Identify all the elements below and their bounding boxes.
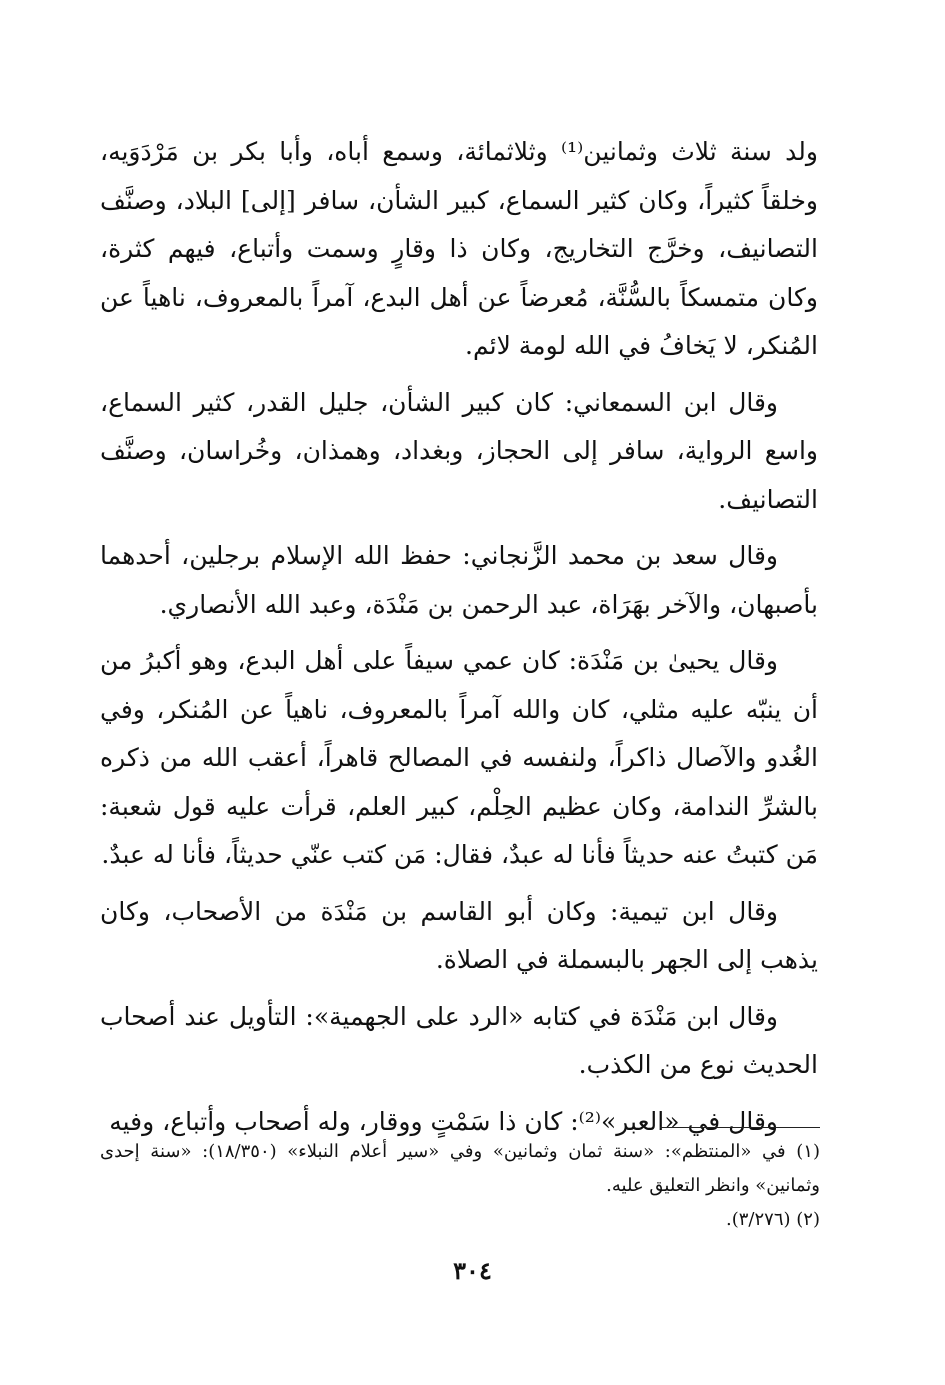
paragraph-6: وقال ابن مَنْدَة في كتابه «الرد على الجهمية»: التأويل عند أصحاب الحديث نوع من الكذب. — [100, 1001, 818, 1079]
footnote-2: (٢) (٣/٢٧٦). — [726, 1209, 820, 1230]
paragraph-3: وقال سعد بن محمد الزَّنجاني: حفظ الله الإسلام برجلين، أحدهما بأصبهان، والآخر بهَرَاة، عبد الرحمن بن مَنْدَة، وعبد الله الأنصاري. — [100, 541, 818, 619]
page-number: ٣٠٤ — [453, 1256, 492, 1285]
footnotes — [100, 1135, 820, 1237]
footnote-1: (١) في «المنتظم»: «سنة ثمان وثمانين» وفي «سير أعلام النبلاء» (١٨/٣٥٠): «سنة إحدى وثمانين» وانظر التعليق عليه. — [100, 1141, 820, 1196]
paragraph-5: وقال ابن تيمية: وكان أبو القاسم بن مَنْدَة من الأصحاب، وكان يذهب إلى الجهر بالبسملة في الصلاة. — [100, 896, 818, 974]
paragraph-4: وقال يحيىٰ بن مَنْدَة: كان عمي سيفاً على أهل البدع، وهو أكبرُ من أن ينبّه عليه مثلي، كان والله آمراً بالمعروف، ناهياً عن المُنكر، وفي الغُدو والآصال ذاكراً، ولنفسه في المصالح قاهراً، أعقب الله من ذكره بالشرِّ الندامة، وكان عظيم الحِلْم، كبير العلم، قرأت عليه قول شعبة: مَن كتبتُ عنه حديثاً فأنا له عبدٌ، فقال: مَن كتب عنّي حديثاً، فأنا له عبدٌ. — [100, 646, 818, 869]
main-text — [100, 128, 818, 1154]
paragraph-1: ولد سنة ثلاث وثمانين⁽¹⁾ وثلاثمائة، وسمع أباه، وأبا بكر بن مَرْدَوَيه، وخلقاً كثيراً، وكان كثير السماع، كبير الشأن، سافر [إلى] البلاد، وصنَّف التصانيف، وخرَّج التخاريج، وكان ذا وقارٍ وسمت وأتباع، فيهم كثرة، وكان متمسكاً بالسُّنَّة، مُعرضاً عن أهل البدع، آمراً بالمعروف، ناهياً عن المُنكر، لا يَخافُ في الله لومة لائم. — [100, 137, 818, 360]
footnote-divider — [660, 1127, 820, 1128]
paragraph-7: وقال في «العبر»⁽²⁾: كان ذا سَمْتٍ ووقار، وله أصحاب وأتباع، وفيه — [109, 1106, 778, 1136]
paragraph-2: وقال ابن السمعاني: كان كبير الشأن، جليل القدر، كثير السماع، واسع الرواية، سافر إلى الحجاز، وبغداد، وهمذان، وخُراسان، وصنَّف التصانيف. — [100, 387, 818, 514]
